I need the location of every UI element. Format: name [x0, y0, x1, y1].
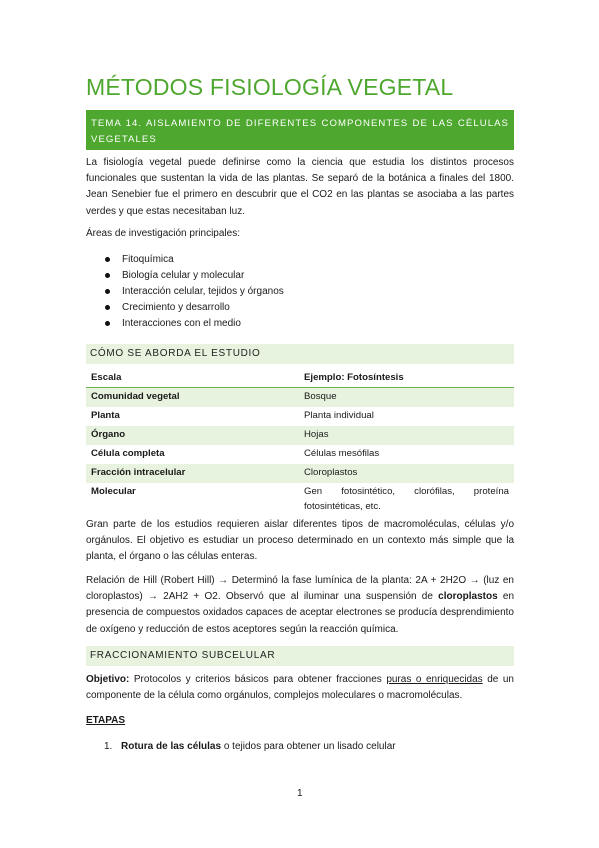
areas-list — [86, 252, 514, 332]
scale-table — [86, 369, 514, 515]
table-row: Comunidad vegetal Bosque — [86, 388, 514, 408]
tema-heading-bar — [86, 110, 514, 150]
etapas-heading: ETAPAS — [86, 715, 126, 726]
areas-heading: Áreas de investigación principales: — [86, 228, 240, 239]
section-heading-fraccionamiento: FRACCIONAMIENTO SUBCELULAR — [86, 646, 514, 666]
table-header-cell: Ejemplo: Fotosíntesis — [299, 369, 514, 388]
bullet-icon — [105, 321, 110, 326]
table-row: Célula completa Células mesófilas — [91, 448, 380, 459]
tema-heading: TEMA 14. AISLAMIENTO DE DIFERENTES COMPONENTES DE LAS CÉLULAS VEGETALES — [91, 118, 509, 145]
hill-paragraph: Relación de Hill (Robert Hill) → Determinó la fase lumínica de la planta: 2A + 2H2O → (luz en cloroplastos) → 2AH2 + O2. Observó que al iluminar una suspensión de cloroplastos en presencia de compuestos oxidados capaces de aceptar electrones se producía desprendimiento de oxígeno y reducción de estos aceptores según la reacción química. — [86, 575, 514, 635]
list-item: Interacción celular, tejidos y órganos — [86, 284, 514, 300]
macromolecules-paragraph: Gran parte de los estudios requieren aislar diferentes tipos de macromoléculas, células y/o orgánulos. El objetivo es estudiar un proceso determinado en un contexto más simple que la planta, el órgano o las células enteras. — [86, 519, 514, 563]
table-row: Molecular Gen fotosintético, clorófilas, proteína fotosintéticas, etc. — [91, 486, 509, 512]
list-item: Biología celular y molecular — [86, 268, 514, 284]
table-header-cell: Escala — [86, 369, 299, 388]
objetivo-paragraph: Objetivo: Protocolos y criterios básicos para obtener fracciones puras o enriquecidas de un componente de la célula como orgánulos, complejos moleculares o macromoléculas. — [86, 674, 514, 702]
page-number: 1 — [297, 788, 303, 799]
bullet-icon — [105, 305, 110, 310]
intro-paragraph: La fisiología vegetal puede definirse como la ciencia que estudia los distintos procesos funcionales que sustentan la vida de las plantas. Se separó de la botánica a finales del 1800. Jean Senebier fue el primero en descubrir que el CO2 en las plantas se asociaba a las partes verdes y que estas necesitaban luz. — [86, 157, 514, 217]
table-row: Fracción intracelular Cloroplastos — [86, 464, 514, 483]
bullet-icon — [105, 289, 110, 294]
section-heading-estudio: CÓMO SE ABORDA EL ESTUDIO — [86, 344, 514, 364]
list-item: Crecimiento y desarrollo — [86, 300, 514, 316]
table-header-row — [86, 369, 514, 388]
bullet-icon — [105, 273, 110, 278]
list-item: Interacciones con el medio — [86, 316, 514, 332]
list-item: Fitoquímica — [86, 252, 514, 268]
table-row: Planta Planta individual — [91, 410, 374, 421]
bullet-icon — [105, 257, 110, 262]
document-title: MÉTODOS FISIOLOGÍA VEGETAL — [86, 74, 454, 100]
table-row: Órgano Hojas — [86, 426, 514, 445]
list-item: 1. Rotura de las células o tejidos para obtener un lisado celular — [104, 741, 396, 752]
